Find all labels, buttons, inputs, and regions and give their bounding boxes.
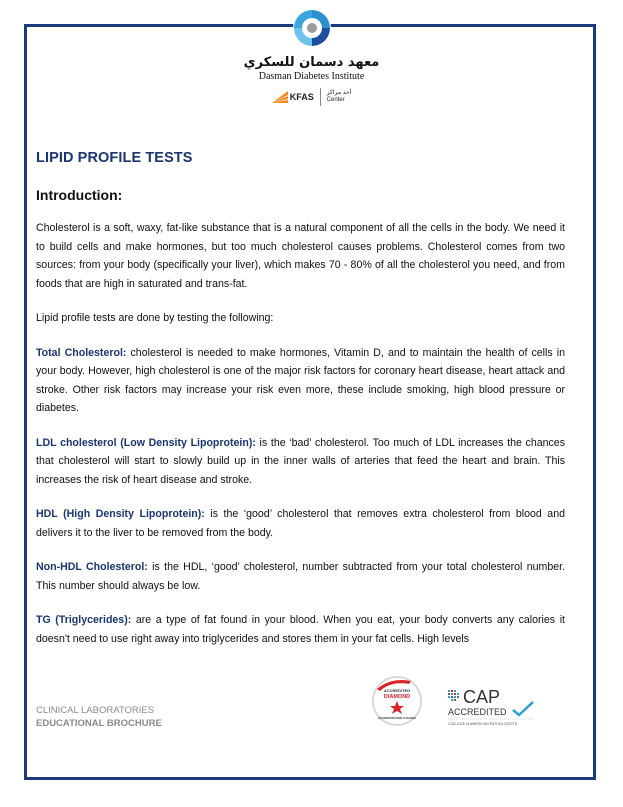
diamond-badge-main: DIAMOND: [383, 694, 411, 700]
cap-accredited-badge: [445, 684, 545, 729]
term-hdl: [36, 505, 565, 542]
footer-label: [36, 705, 162, 730]
cap-org-text: COLLEGE of AMERICAN PATHOLOGISTS: [448, 722, 518, 726]
cap-accredited-text: ACCREDITED: [448, 707, 507, 717]
term-label: HDL (High Density Lipoprotein):: [36, 508, 205, 520]
lead-paragraph: Lipid profile tests are done by testing the following:: [36, 312, 274, 324]
diamond-badge-bottom: ACCREDITATION CANADA: [377, 716, 417, 720]
intro-paragraph: Cholesterol is a soft, waxy, fat-like substance that is a natural component of all the cells in the body. We need it to build cells and make hormones, but too much cholesterol causes problems. Cholesterol comes from two sources: from your body (specifically your liver), which makes 70 - 80% of all the cholesterol you need, and from foods that are high in saturated and trans-fat.: [36, 222, 565, 290]
term-description: is the ‘bad’ cholesterol. Too much of LDL increases the chances that cholesterol will start to slowly build up in the inner walls of arteries that feed the heart and brain. This increases the risk of heart disease and stroke.: [36, 436, 565, 486]
footer-line-1: CLINICAL LABORATORIES: [36, 705, 155, 716]
kfas-logo: [272, 91, 314, 103]
term-label: TG (Triglycerides):: [36, 614, 132, 626]
term-description: are a type of fat found in your blood. When you eat, your body converts any calories it doesn't need to use right away into triglycerides and stores them in your fat cells. High levels: [36, 614, 565, 645]
kfas-sun-icon: [272, 91, 288, 103]
term-description: is the HDL, ‘good’ cholesterol, number subtracted from your total cholesterol number. This number should always be low.: [36, 561, 565, 592]
partner-center-arabic: أحد مراكز: [326, 90, 352, 96]
term-non-hdl: [36, 558, 565, 595]
cap-main-text: CAP: [463, 687, 501, 707]
footer-line-2: EDUCATIONAL BROCHURE: [36, 717, 162, 729]
accreditation-diamond-badge: [371, 675, 423, 727]
section-heading: Introduction:: [36, 187, 123, 203]
partner-logo-row: [0, 88, 623, 106]
term-label: Non-HDL Cholesterol:: [36, 561, 148, 573]
term-ldl: [36, 434, 565, 490]
logo-divider: [320, 88, 321, 106]
document-body: [36, 219, 565, 664]
term-total-cholesterol: [36, 344, 565, 418]
term-triglycerides: [36, 611, 565, 648]
institute-name-arabic: معهد دسمان للسكري: [243, 55, 380, 70]
institute-name-english: Dasman Diabetes Institute: [258, 71, 365, 82]
partner-center-english: Center: [326, 97, 345, 103]
kfas-label: KFAS: [289, 92, 314, 102]
partner-center-label: [327, 90, 352, 104]
dasman-logo-icon: [292, 8, 332, 48]
header-logo: [0, 8, 623, 106]
term-label: Total Cholesterol:: [36, 346, 127, 359]
page-title: LIPID PROFILE TESTS: [36, 150, 193, 166]
diamond-badge-top: ACCREDITED: [383, 688, 411, 693]
checkmark-icon: [513, 702, 533, 715]
term-description: is the ‘good’ cholesterol that removes extra cholesterol from blood and delivers it to the liver to be removed from the body.: [36, 508, 565, 539]
cap-dots-icon: [448, 690, 459, 701]
term-description: cholesterol is needed to make hormones, Vitamin D, and to maintain the health of cells in your body. However, high cholesterol is one of the major risk factors for coronary heart disease, heart attack and stroke. Other risk factors may increase your risk even more, these include smoking, high blood pressure or diabetes.: [36, 346, 566, 414]
term-label: LDL cholesterol (Low Density Lipoprotein):: [36, 436, 256, 449]
